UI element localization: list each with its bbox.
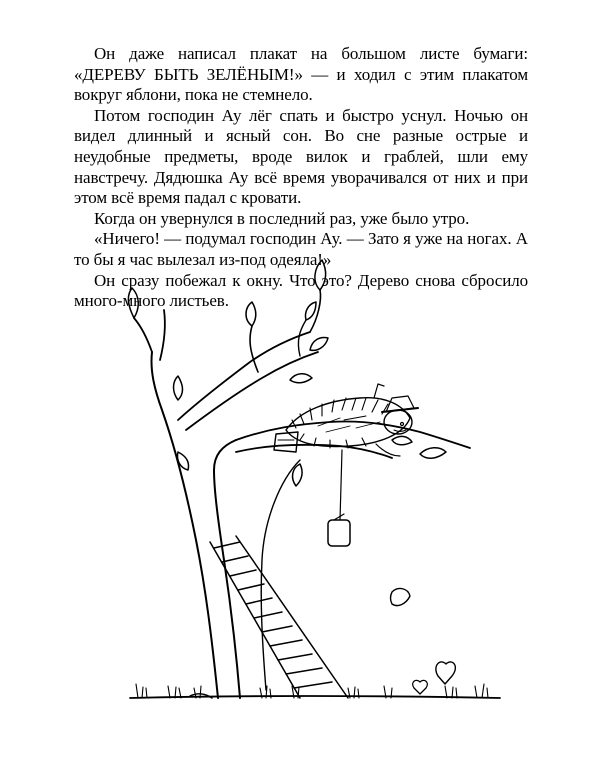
branch-small	[298, 320, 306, 356]
heart-leaf	[436, 662, 455, 684]
ground-line	[130, 696, 500, 698]
paragraph-2: Потом господин Ау лёг спать и быстро уснул. Ночью он видел длинный и ясный сон. Во сне разные острые и неудобные предметы, вроде вилок и граблей, шли ему навстречу. Дядюшка Ау всё время уворачивался от них и при этом всё время падал с кровати.	[74, 105, 528, 208]
boot-icon	[274, 432, 298, 452]
branch-right-lower	[236, 445, 392, 458]
leaf	[290, 374, 312, 383]
branch-upper	[178, 332, 310, 420]
leaf	[315, 260, 326, 290]
paragraph-1: Он даже написал плакат на большом листе бумаги: «ДЕРЕВУ БЫТЬ ЗЕЛЁНЫМ!» — и ходил с этим плакатом вокруг яблони, пока не стемнело.	[74, 44, 528, 105]
lantern-string	[340, 450, 342, 520]
leaf	[246, 302, 256, 326]
branch-left	[134, 310, 165, 360]
ladder	[210, 536, 348, 698]
tree-trunk-left	[151, 352, 218, 698]
leaf	[420, 448, 446, 459]
leaf	[305, 302, 316, 320]
lantern	[328, 520, 350, 546]
paragraph-3: Когда он увернулся в последний раз, уже было утро.	[94, 208, 470, 228]
branch-right	[236, 421, 470, 448]
falling-leaf	[391, 589, 411, 606]
leaf	[128, 288, 138, 318]
paragraph-4: «Ничего! — подумал господин Ау. — Зато я уже на ногах. А то бы я час вылезал из-под одеяла!»	[74, 229, 528, 269]
branch-mid	[250, 326, 258, 372]
paragraph-5: Он сразу побежал к окну. Что это? Дерево снова сбросило много-много листьев.	[74, 270, 528, 311]
leaf	[392, 436, 412, 444]
leaf	[310, 338, 328, 351]
hanging-rope	[261, 460, 300, 690]
heart-leaf	[413, 680, 428, 694]
leaf	[174, 376, 183, 400]
tree-trunk-right	[214, 440, 240, 698]
